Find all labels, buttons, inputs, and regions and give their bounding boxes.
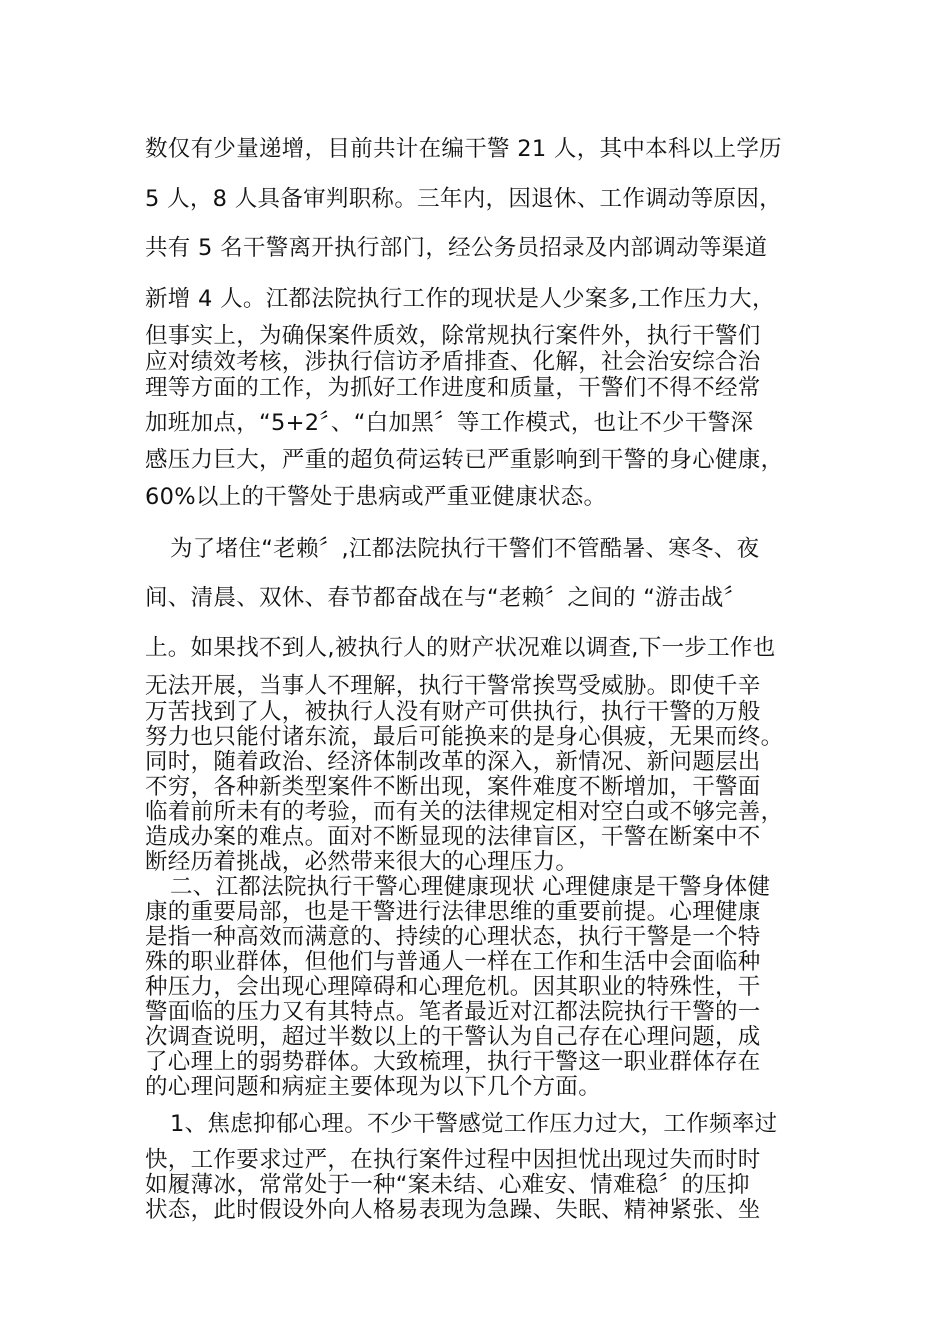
text-line: 努力也只能付诸东流，最后可能换来的是身心俱疲，无果而终。 (145, 724, 784, 750)
text-line: 的心理问题和病症主要体现为以下几个方面。 (145, 1074, 602, 1100)
text-line: 共有 5 名干警离开执行部门，经公务员招录及内部调动等渠道 (145, 235, 768, 261)
text-line: 但事实上，为确保案件质效，除常规执行案件外，执行干警们 (145, 323, 761, 349)
paragraph-first-line: 为了堵住“老赖〞,江都法院执行干警们不管酷暑、寒冬、夜 (170, 536, 760, 562)
text-line: 警面临的压力又有其特点。笔者最近对江都法院执行干警的一 (145, 999, 761, 1025)
text-line: 了心理上的弱势群体。大致梳理，执行干警这一职业群体存在 (145, 1049, 761, 1075)
text-line: 加班加点，“5+2〞、“白加黑〞等工作模式，也让不少干警深 (145, 410, 754, 436)
text-line: 上。如果找不到人,被执行人的财产状况难以调查,下一步工作也 (145, 635, 776, 661)
text-line: 5 人，8 人具备审判职称。三年内，因退休、工作调动等原因， (145, 186, 782, 212)
text-line: 康的重要局部，也是干警进行法律思维的重要前提。心理健康 (145, 899, 761, 925)
text-line: 无法开展，当事人不理解，执行干警常挨骂受威胁。即使千辛 (145, 673, 761, 699)
text-line: 状态，此时假设外向人格易表现为急躁、失眠、精神紧张、坐 (145, 1197, 761, 1223)
text-line: 殊的职业群体，但他们与普通人一样在工作和生活中会面临种 (145, 949, 761, 975)
text-line: 断经历着挑战，必然带来很大的心理压力。 (145, 849, 579, 875)
text-line: 理等方面的工作，为抓好工作进度和质量，干警们不得不经常 (145, 375, 761, 401)
text-line: 临着前所未有的考验，而有关的法律规定相对空白或不够完善， (145, 799, 784, 825)
text-line: 应对绩效考核，涉执行信访矛盾排查、化解，社会治安综合治 (145, 349, 761, 375)
text-line: 同时，随着政治、经济体制改革的深入，新情况、新问题层出 (145, 749, 761, 775)
text-line: 种压力，会出现心理障碍和心理危机。因其职业的特殊性，干 (145, 974, 761, 1000)
text-line: 次调查说明，超过半数以上的干警认为自己存在心理问题，成 (145, 1024, 761, 1050)
text-line: 感压力巨大，严重的超负荷运转已严重影响到干警的身心健康， (145, 447, 784, 473)
text-line: 是指一种高效而满意的、持续的心理状态，执行干警是一个特 (145, 924, 761, 950)
text-line: 万苦找到了人，被执行人没有财产可供执行，执行干警的万般 (145, 699, 761, 725)
text-line: 不穷，各种新类型案件不断出现，案件难度不断增加，干警面 (145, 774, 761, 800)
text-line: 如履薄冰，常常处于一种“案未结、心难安、情难稳〞的压抑 (145, 1172, 750, 1198)
text-line: 新增 4 人。江都法院执行工作的现状是人少案多,工作压力大， (145, 286, 775, 312)
text-line: 快，工作要求过严，在执行案件过程中因担忧出现过失而时时 (145, 1147, 761, 1173)
text-line: 数仅有少量递增，目前共计在编干警 21 人，其中本科以上学历 (145, 136, 782, 162)
paragraph-first-line: 1、焦虑抑郁心理。不少干警感觉工作压力过大，工作频率过 (170, 1111, 778, 1137)
text-line: 造成办案的难点。面对不断显现的法律盲区，干警在断案中不 (145, 824, 761, 850)
section-heading-line: 二、江都法院执行干警心理健康现状 心理健康是干警身体健 (170, 874, 771, 900)
text-line: 间、清晨、双休、春节都奋战在与“老赖〞之间的 “游击战〞 (145, 585, 747, 611)
text-line: 60%以上的干警处于患病或严重亚健康状态。 (145, 484, 607, 510)
